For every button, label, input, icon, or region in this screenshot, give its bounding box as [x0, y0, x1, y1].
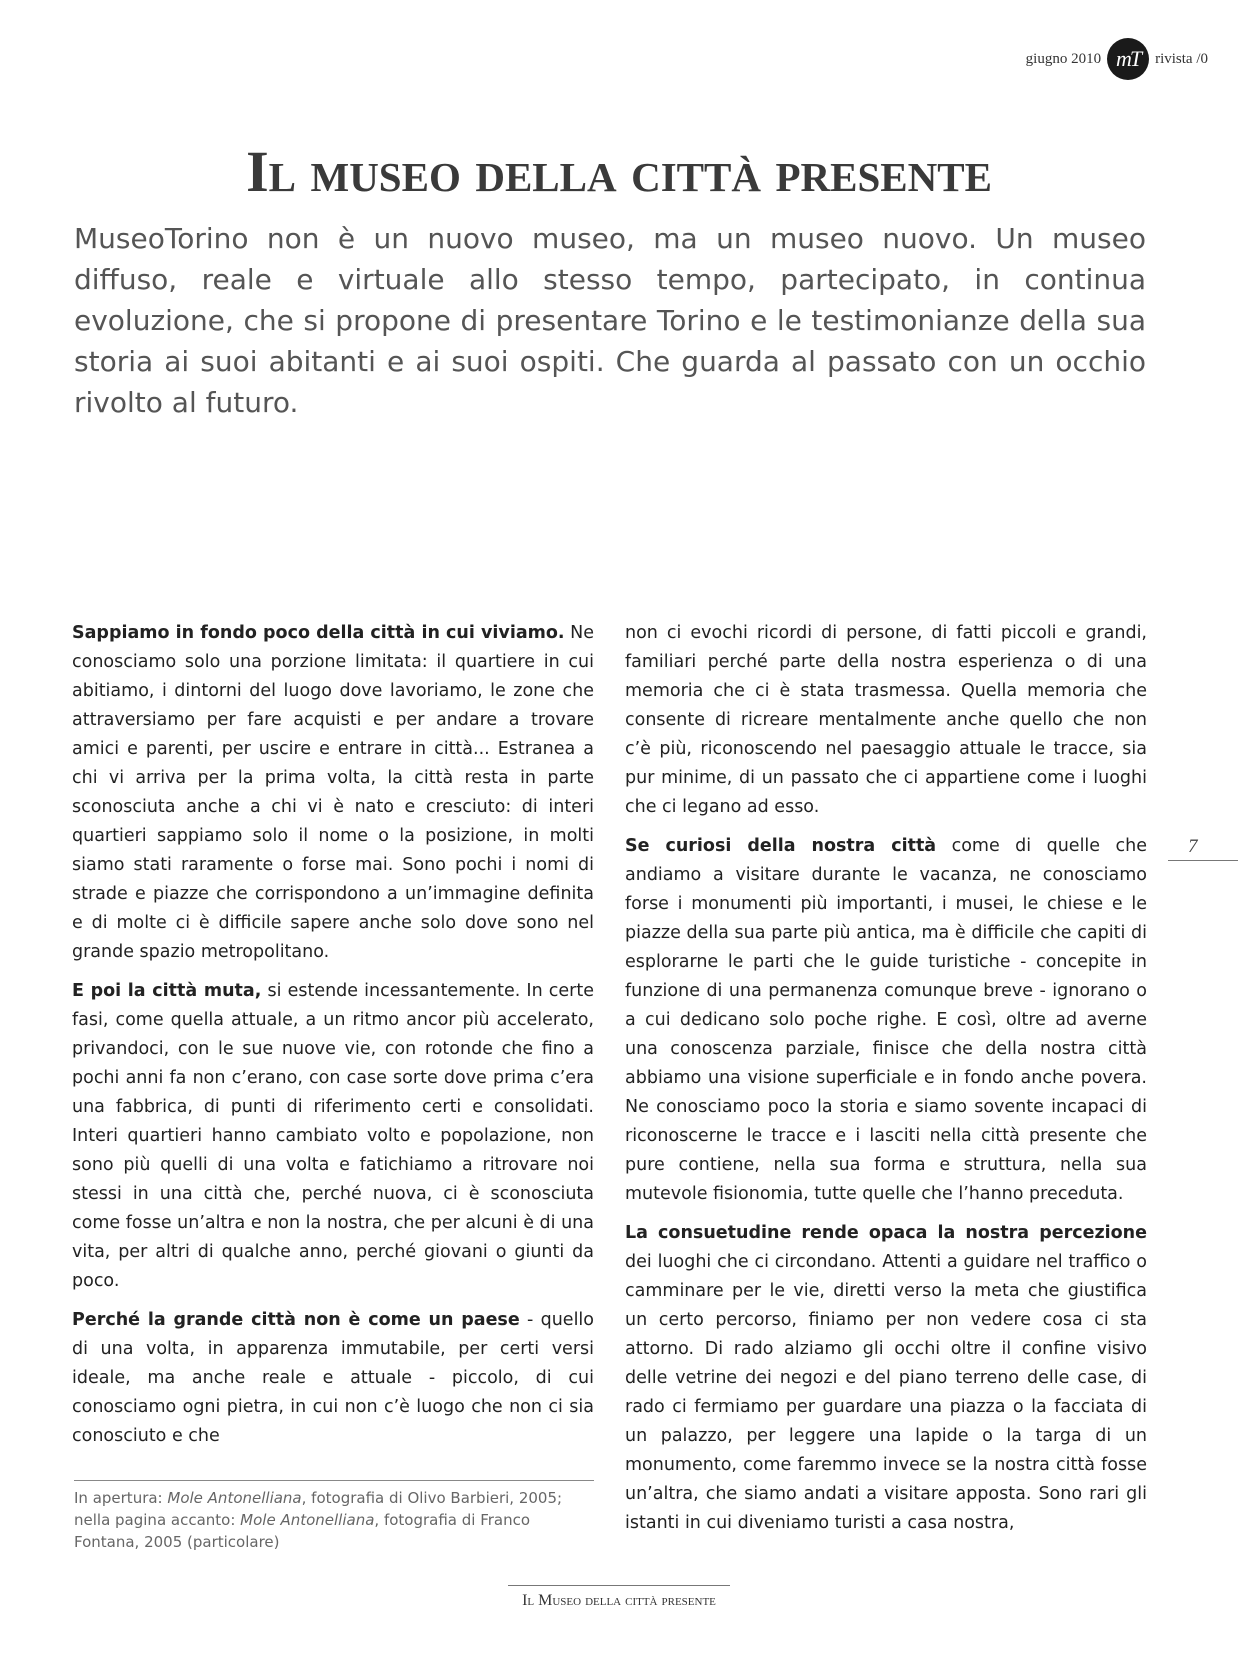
paragraph: [625, 832, 1147, 1209]
paragraph: [625, 1219, 1147, 1538]
right-column: [625, 619, 1147, 1548]
paragraph-text: Ne conosciamo solo una porzione limitata: il quartiere in cui abitiamo, i dintorni del luogo dove lavoriamo, le zone che attraversiamo per fare acquisti e per andare a trovare amici e parenti, per uscire e entrare in città... Estranea a chi vi arriva per la prima volta, la città resta in parte sconosciuta anche a chi vi è nato e cresciuto: di interi quartieri sappiamo solo il nome o la posizione, in molti siamo stati raramente o forse mai. Sono pochi i nomi di strade e piazze che corrispondono a un’immagine definita e di molte ci è difficile sapere anche solo dove sono nel grande spazio metropolitano.: [72, 623, 595, 962]
article-title: Il museo della città presente: [246, 139, 992, 204]
left-column: [72, 619, 594, 1461]
paragraph-text: come di quelle che andiamo a visitare durante le vacanza, ne conosciamo forse i monumenti più importanti, i musei, le chiese e le piazze della sua parte più antica, ma è difficile che capiti di esplorarne le parti che le guide turistiche - concepite in funzione di una permanenza comunque breve - ignorano o a cui dedicano solo poche righe. E così, oltre ad averne una conoscenza parziale, finisce che della nostra città abbiamo una visione superficiale e in fondo anche povera. Ne conosciamo poco la storia e siamo sovente incapaci di riconoscerne le tracce e i lasciti nella città presente che pure contiene, nella sua forma e struttura, nella sua mutevole fisionomia, tutte quelle che l’hanno preceduta.: [625, 836, 1147, 1204]
article-lead: MuseoTorino non è un nuovo museo, ma un museo nuovo. Un museo diffuso, reale e virtuale allo stesso tempo, partecipato, in continua evoluzione, che si propone di presentare Torino e le testimonianze della sua storia ai suoi abitanti e ai suoi ospiti. Che guarda al passato con un occhio rivolto al futuro.: [74, 222, 1146, 419]
paragraph: [72, 619, 594, 967]
image-caption: [74, 1480, 594, 1553]
page-footer: [0, 1585, 1238, 1610]
issue-date: giugno 2010: [1025, 50, 1102, 67]
paragraph-text: - quello di una volta, in apparenza immutabile, per certi versi ideale, ma anche reale e attuale - piccolo, di cui conosciamo ogni pietra, in cui non c’è luogo che non ci sia conosciuto e che: [72, 1310, 594, 1446]
caption-artwork-title: Mole Antonelliana: [240, 1511, 375, 1529]
page-header: [1026, 34, 1208, 84]
paragraph-lead-in: E poi la città muta,: [72, 981, 262, 1001]
caption-text: In apertura:: [74, 1489, 168, 1507]
paragraph-text: dei luoghi che ci circondano. Attenti a guidare nel traffico o camminare per le vie, diretti verso la meta che giustifica un certo percorso, finiamo per non vedere cosa ci sta attorno. Di rado alziamo gli occhi oltre il confine visivo delle vetrine dei negozi e del piano terreno delle case, di rado ci fermiamo per guardare una piazza o la facciata di un palazzo, per leggere una lapide o la targa di un monumento, come faremmo invece se la nostra città fosse un’altra, che siamo andati a visitare apposta. Sono rari gli istanti in cui diveniamo turisti a casa nostra,: [625, 1252, 1147, 1533]
footer-divider: [508, 1585, 730, 1586]
caption-artwork-title: Mole Antonelliana: [167, 1489, 302, 1507]
paragraph-lead-in: La consuetudine rende opaca la nostra percezione: [625, 1223, 1147, 1243]
paragraph: [72, 977, 594, 1296]
magazine-logo: mT: [1107, 38, 1149, 80]
issue-number: rivista /0: [1155, 50, 1208, 67]
paragraph: [625, 619, 1147, 822]
footer-title: Il Museo della città presente: [522, 1592, 716, 1609]
paragraph-text: non ci evochi ricordi di persone, di fatti piccoli e grandi, familiari perché parte della nostra esperienza o di una memoria che ci è stata trasmessa. Quella memoria che consente di ricreare mentalmente anche quello che non c’è più, riconoscendo nel paesaggio attuale le tracce, sia pur minime, di un passato che ci appartiene come i luoghi che ci legano ad esso.: [625, 623, 1147, 817]
caption-text: , fotografia di Olivo Barbieri, 2005; nella pagina accanto:: [74, 1489, 563, 1529]
page-number: 7: [1168, 836, 1238, 861]
paragraph-lead-in: Sappiamo in fondo poco della città in cui viviamo.: [72, 623, 565, 643]
paragraph-lead-in: Perché la grande città non è come un paese: [72, 1310, 520, 1330]
caption-text: , fotografia di Franco Fontana, 2005 (particolare): [74, 1511, 531, 1551]
paragraph-text: si estende incessantemente. In certe fasi, come quella attuale, a un ritmo ancor più accelerato, privandoci, con le sue nuove vie, con rotonde che fino a pochi anni fa non c’erano, con case sorte dove prima c’era una fabbrica, di punti di riferimento certi e consolidati. Interi quartieri hanno cambiato volto e popolazione, non sono più quelli di una volta e fatichiamo a ritrovare noi stessi in una città che, perché nuova, ci è sconosciuta come fosse un’altra e non la nostra, che per alcuni è di una vita, per altri di qualche anno, perché giovani o giunti da poco.: [72, 981, 595, 1291]
paragraph: [72, 1306, 594, 1451]
paragraph-lead-in: Se curiosi della nostra città: [625, 836, 937, 856]
